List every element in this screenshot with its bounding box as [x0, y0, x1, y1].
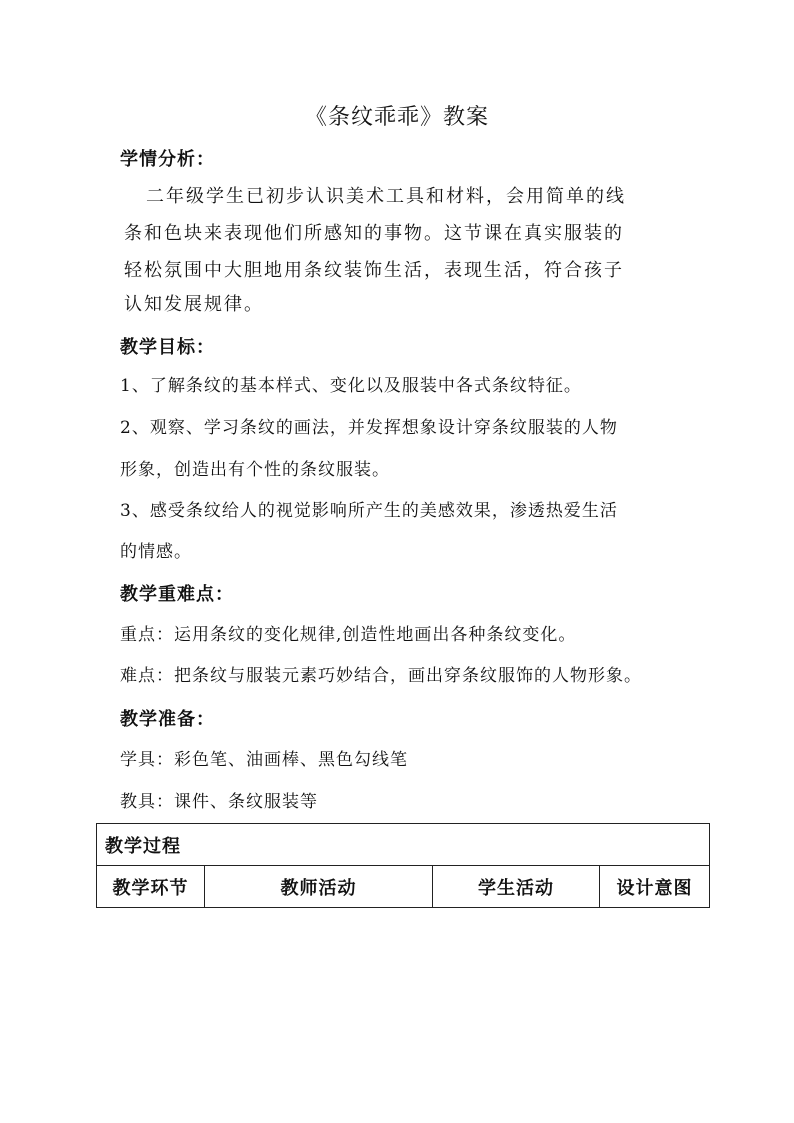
analysis-line: 二年级学生已初步认识美术工具和材料，会用简单的线	[146, 186, 626, 207]
student-materials: 学具：彩色笔、油画棒、黑色勾线笔	[120, 750, 408, 770]
column-header-stage: 教学环节	[97, 866, 205, 908]
key-point-difficulty: 难点：把条纹与服装元素巧妙结合，画出穿条纹服饰的人物形象。	[120, 666, 642, 686]
analysis-line: 轻松氛围中大胆地用条纹装饰生活，表现生活，符合孩子	[124, 260, 624, 281]
column-header-student-activity: 学生活动	[433, 866, 600, 908]
table-caption: 教学过程	[97, 824, 710, 866]
goal-item-continued: 的情感。	[120, 542, 192, 562]
column-header-design-intent: 设计意图	[600, 866, 710, 908]
goals-heading: 教学目标：	[120, 337, 215, 358]
key-point-focus: 重点：运用条纹的变化规律,创造性地画出各种条纹变化。	[120, 625, 577, 645]
teaching-process-table	[96, 823, 710, 908]
goal-item: 1、了解条纹的基本样式、变化以及服装中各式条纹特征。	[120, 376, 582, 396]
table-caption-row	[97, 824, 710, 866]
goal-item: 3、感受条纹给人的视觉影响所产生的美感效果，渗透热爱生活	[120, 501, 618, 521]
goal-item: 2、观察、学习条纹的画法，并发挥想象设计穿条纹服装的人物	[120, 418, 618, 438]
column-header-teacher-activity: 教师活动	[205, 866, 433, 908]
table-header-row	[97, 866, 710, 908]
teacher-materials: 教具：课件、条纹服装等	[120, 792, 318, 812]
document-title: 《条纹乖乖》教案	[304, 105, 489, 130]
analysis-line: 认知发展规律。	[124, 294, 264, 315]
goal-item-continued: 形象，创造出有个性的条纹服装。	[120, 460, 390, 480]
preparation-heading: 教学准备：	[120, 709, 215, 730]
analysis-line: 条和色块来表现他们所感知的事物。这节课在真实服装的	[124, 223, 624, 244]
analysis-heading: 学情分析：	[120, 149, 215, 170]
key-points-heading: 教学重难点：	[120, 584, 234, 605]
